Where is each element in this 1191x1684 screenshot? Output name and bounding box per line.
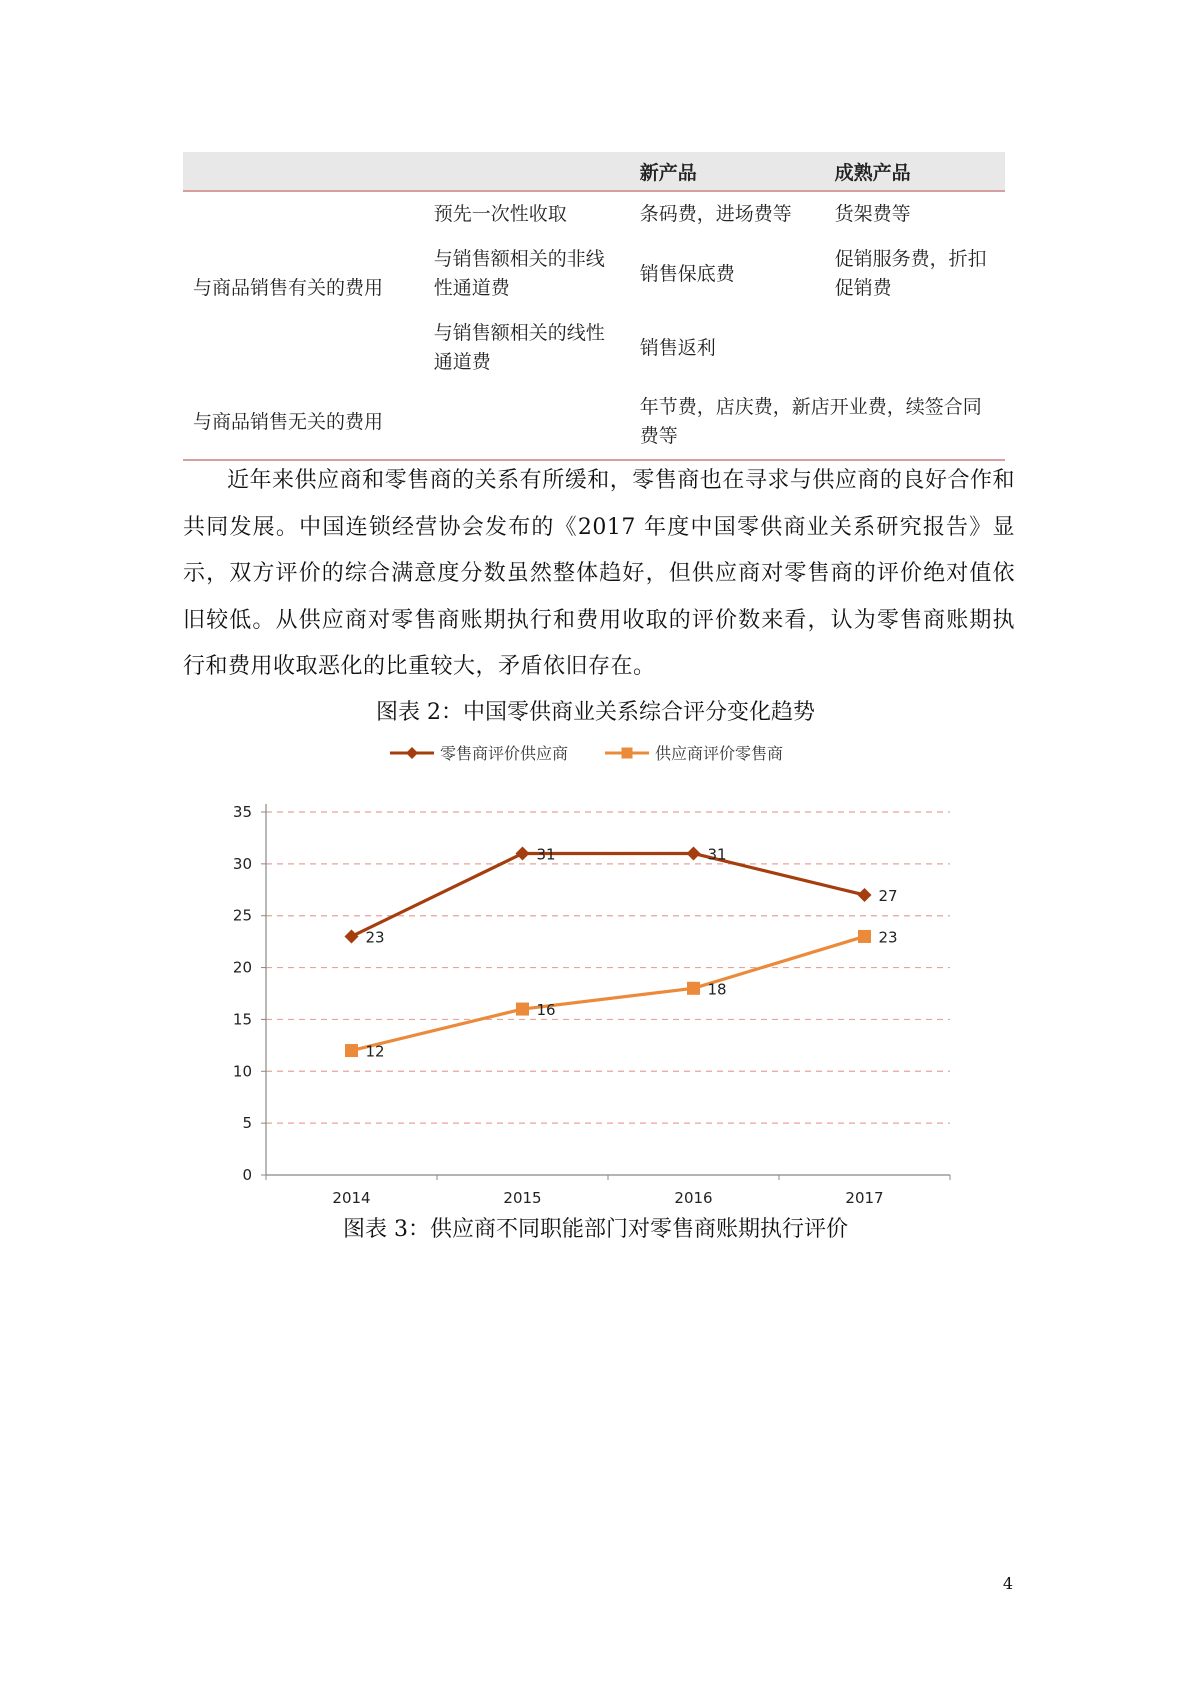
table-cell-sub: 与销售额相关的非线性通道费 [433, 248, 605, 299]
x-tick-label: 2016 [674, 1189, 713, 1207]
x-tick-label: 2017 [845, 1189, 884, 1207]
body-paragraph: 近年来供应商和零售商的关系有所缓和，零售商也在寻求与供应商的良好合作和共同发展。中国连锁经营协会发布的《2017 年度中国零供商业关系研究报告》显示，双方评价的综合满意度分数虽然整体趋好，但供应商对零售商的评价绝对值依旧较低。从供应商对零售商账期执行和费用收取的评价数来看，认为零售商账期执行和费用收取恶化的比重较大，矛盾依旧存在。 [183, 468, 1015, 679]
y-tick-label: 5 [242, 1114, 252, 1133]
chart-legend [390, 744, 783, 763]
table-row [183, 385, 1005, 460]
figure-caption-2: 图表 2：中国零供商业关系综合评分变化趋势 [376, 700, 815, 725]
page-number: 4 [1002, 1574, 1013, 1593]
table-cell-new: 销售保底费 [639, 262, 735, 285]
table-header-new-product: 新产品 [630, 152, 825, 191]
data-label: 31 [536, 845, 556, 864]
data-point-diamond [687, 846, 701, 860]
y-tick-label: 0 [242, 1166, 252, 1184]
data-label: 12 [365, 1042, 385, 1061]
data-label: 27 [878, 886, 898, 905]
table-cell-sub: 预先一次性收取 [433, 203, 567, 225]
line-chart [220, 740, 1020, 1210]
table-cell-category: 与商品销售无关的费用 [193, 410, 384, 433]
table-cell-new: 年节费，店庆费，新店开业费，续签合同费等 [639, 396, 982, 447]
table-header-row [183, 152, 1005, 191]
table-cell-new: 条码费，进场费等 [639, 203, 792, 225]
y-tick-label: 15 [232, 1010, 252, 1029]
table-cell-mature: 促销服务费，折扣促销费 [834, 248, 987, 299]
table-cell-category: 与商品销售有关的费用 [193, 277, 384, 299]
table-cell-sub: 与销售额相关的线性通道费 [433, 322, 605, 373]
figure-caption-3: 图表 3：供应商不同职能部门对零售商账期执行评价 [343, 1217, 848, 1242]
table-row [183, 191, 1005, 237]
data-point-square [858, 930, 871, 943]
legend-label: 零售商评价供应商 [440, 744, 569, 763]
chart-grid [266, 812, 950, 1123]
legend-label: 供应商评价零售商 [655, 744, 784, 763]
data-point-square [516, 1003, 529, 1016]
fee-table [183, 152, 1005, 461]
table-cell-mature [825, 311, 1005, 385]
table-header-cell [183, 152, 424, 191]
table-header-cell [424, 152, 630, 191]
table-cell-sub [424, 385, 630, 460]
data-label: 23 [365, 928, 385, 947]
table-cell-new: 销售返利 [639, 336, 716, 359]
data-label: 16 [536, 1001, 556, 1020]
y-tick-label: 35 [232, 803, 252, 821]
chart-series [345, 845, 898, 1060]
y-tick-label: 10 [232, 1062, 252, 1081]
y-tick-label: 25 [232, 906, 252, 925]
data-point-square [345, 1044, 358, 1057]
legend-marker-diamond [406, 747, 418, 759]
data-label: 18 [707, 980, 727, 999]
table-cell-mature: 货架费等 [834, 203, 911, 225]
data-point-square [687, 982, 700, 995]
table-header-mature-product: 成熟产品 [825, 152, 1005, 191]
legend-marker-square [622, 748, 633, 759]
data-label: 31 [707, 845, 727, 864]
data-point-diamond [516, 846, 530, 860]
series-line [352, 853, 865, 936]
data-point-diamond [858, 888, 872, 902]
data-point-diamond [345, 929, 359, 943]
x-tick-label: 2014 [332, 1189, 371, 1207]
series-line [352, 936, 865, 1050]
x-tick-label: 2015 [503, 1189, 542, 1207]
y-tick-label: 20 [232, 958, 252, 977]
y-tick-label: 30 [232, 854, 252, 873]
data-label: 23 [878, 928, 898, 947]
